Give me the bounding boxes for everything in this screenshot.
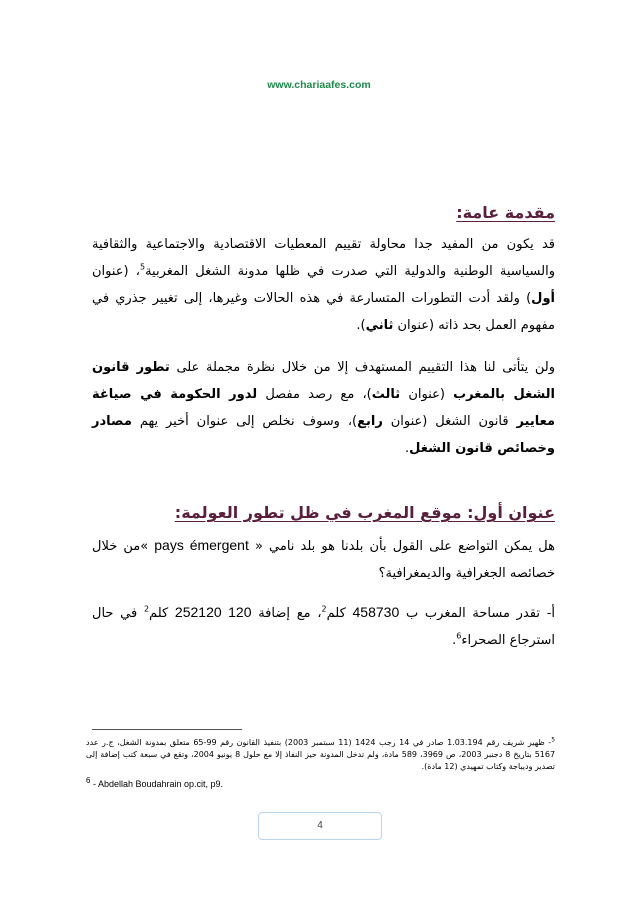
section-1	[92, 502, 555, 654]
section-1-heading: عنوان أول: موقع المغرب في ظل تطور العولمة:	[174, 503, 555, 522]
intro-paragraph-1: قد يكون من المفيد جدا محاولة تقييم المعطيات الاقتصادية والاجتماعية والثقافية والسياسية الوطنية والدولية التي صدرت في ظلها مدونة الشغل المغربية$^5$، (عنوان أول) ولقد أدت التطورات المتسارعة في هذه الحالات وغيرها، إلى تغيير جذري في مفهوم العمل بحد ذاته (عنوان ثاني).	[92, 237, 555, 333]
intro-section	[92, 202, 555, 462]
page-number: 4	[258, 812, 382, 840]
footnote-ref-5[interactable]: 5	[139, 262, 146, 272]
header-url-link[interactable]: www.chariaafes.com	[267, 79, 371, 91]
section-1-paragraph-2: أ- تقدر مساحة المغرب ب 458730 كلم$^2$، مع إضافة 252120 120 كلم$^2$ في حال استرجاع الصحراء$^6$.	[92, 604, 555, 648]
footnote-5: $^5$- ظهير شريف رقم 1.03.194 صادر في 14 رجب 1424 (11 سبتمبر 2003) بتنفيذ القانون رقم 99-65 متعلق بمدونة الشغل، ج.ر عدد 5167 بتاريخ 8 دجنبر 2003، ص 3969، 589 مادة، ولم تدخل المدونة حيز النفاذ إلا مع حلول 8 يونيو 2004، وتقع في سبعة كتب إضافة إلى تصدير وديباجة وكتاب تمهيدي (12 مادة).	[86, 736, 556, 771]
intro-paragraph-2: ولن يتأتى لنا هذا التقييم المستهدف إلا من خلال نظرة مجملة على تطور قانون الشغل بالمغرب (عنوان ثالث)، مع رصد مفصل لدور الحكومة في صياغة معايير قانون الشغل (عنوان رابع)، وسوف نخلص إلى عنوان أخير يهم مصادر وخصائص قانون الشغل.	[92, 360, 556, 456]
section-1-paragraph-1: هل يمكن التواضع على القول بأن بلدنا هو بلد نامي « pays émergent »من خلال خصائصه الجغرافية والديمغرافية؟	[92, 537, 556, 581]
footnote-divider	[92, 729, 242, 730]
latin-term: pays émergent	[154, 537, 249, 553]
footnote-ref-6[interactable]: 6	[456, 631, 462, 641]
footnote-6: $^6$ - Abdellah Boudahrain op.cit, p9.	[86, 776, 224, 789]
intro-heading: مقدمة عامة:	[456, 203, 555, 222]
